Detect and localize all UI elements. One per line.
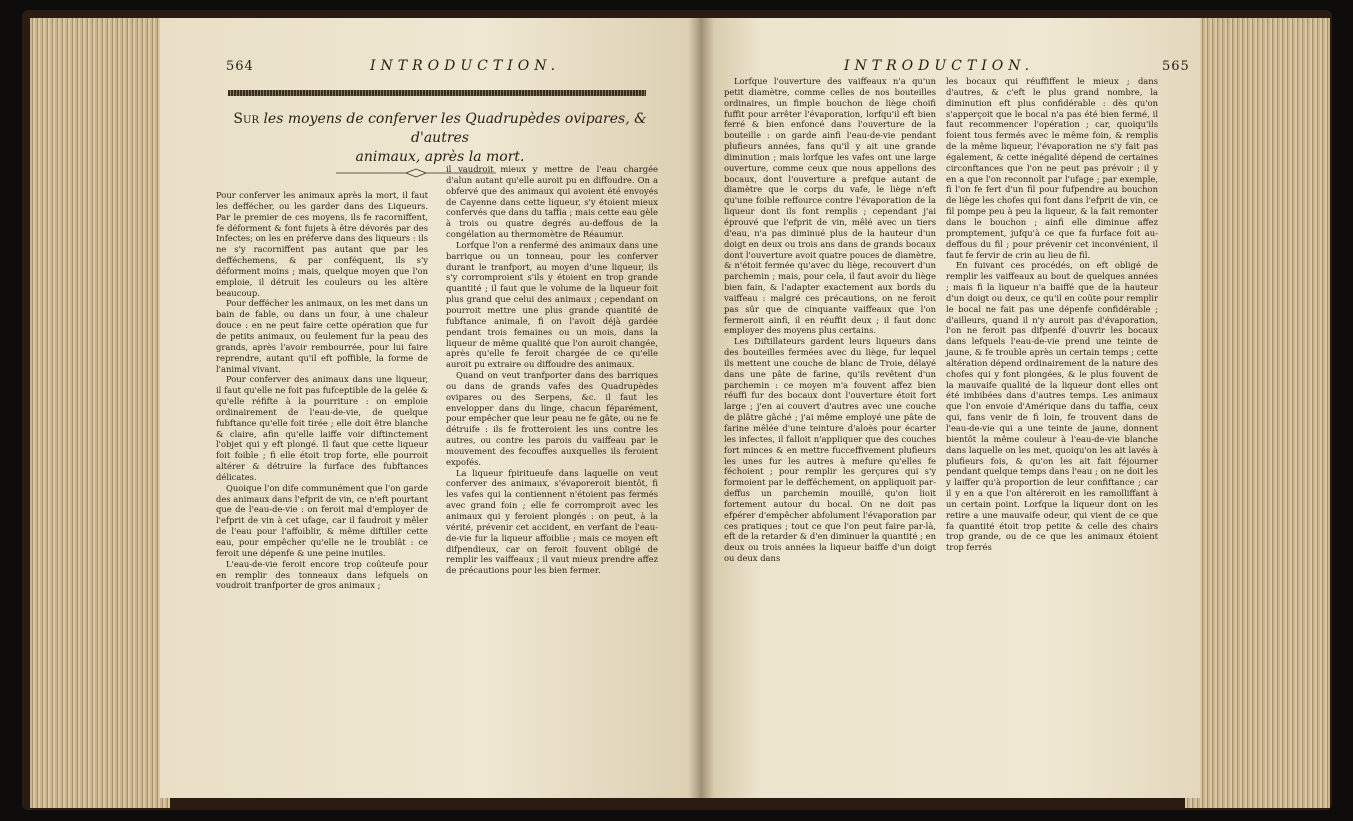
left-column-2: [446, 164, 658, 576]
left-column-1: [216, 190, 428, 591]
book-gutter: [688, 18, 714, 798]
paragraph: Pour conferver les animaux après la mort, il faut les deffécher, ou les garder dans des Liqueurs. Par le premier de ces moyens, ils fe racorniffent, fe déforment & font fujets à être dévorés par des Infectes; on les en préferve dans des liqueurs : ils ne s'y racorniffent pas autant que par les defféchemens, & par conféquent, ils s'y déforment moins ; mais, quelque moyen que l'on emploie, il détruit les couleurs ou les altère beaucoup.: [216, 190, 428, 298]
right-column-2: [946, 76, 1158, 553]
paragraph: les bocaux qui réuffiffent le mieux ; dans d'autres, & c'eft le plus grand nombre, la diminution eft plus confidérable : dès qu'on s'apperçoit que le bocal n'a pas été bien fermé, il faut recommencer l'opération ; car, quoiqu'ils foient tous fermés avec le même foin, & remplis de la même liqueur, l'évaporation ne s'y fait pas également, & cette inégalité dépend de certaines circonftances que l'on ne peut pas prévoir ; il y en a que l'on reconnoît par l'ufage ; par exemple, fi l'on fe fert d'un fil pour fufpendre au bouchon de liège les chofes qui font dans l'efprit de vin, ce fil pompe peu à peu la liqueur, & la fait remonter dans le bouchon ; ainfi elle diminue affez promptement, jufqu'à ce que fa furface foit au-deffous du fil ; pour prévenir cet inconvénient, il faut fe fervir de crin au lieu de fil.: [946, 76, 1158, 260]
paragraph: En fuivant ces procédés, on eft obligé de remplir les vaiffeaux au bout de quelques années ; mais fi la liqueur n'a baiffé que de la hauteur d'un doigt ou deux, ce qu'il en coûte pour remplir le bocal ne fait pas une dépenfe confidérable ; d'ailleurs, quand il n'y auroit pas d'évaporation, l'on ne feroit pas difpenfé d'ouvrir les bocaux dans lefquels l'eau-de-vie prend une teinte de jaune, & fe trouble après un certain temps ; cette altération dépend ordinairement de la nature des chofes qui y font plongées, & le plus fouvent de la mauvaife qualité de la liqueur dont elles ont été imbibées dans d'autres temps. Les animaux que l'on envoie d'Amérique dans du taffia, ceux qui, fans venir de fi loin, fe trouvent dans de l'eau-de-vie qui a une teinte de jaune, donnent bientôt la même couleur à l'eau-de-vie blanche dans laquelle on les met, quoiqu'on les ait lavés à plufieurs fois, & qu'on les ait fait féjourner pendant quelque temps dans l'eau ; on ne doit les y laiffer qu'à proportion de leur confiftance ; car il y en a que l'on altéreroit en les ramolliffant à un certain point. Lorfque la liqueur dont on les retire a une mauvaife odeur, qui vient de ce que fa quantité étoit trop petite & celle des chairs trop grande, ou de ce que les animaux étoient trop ferrés: [946, 260, 1158, 553]
left-running-title: INTRODUCTION.: [370, 58, 561, 74]
section-title-line2: animaux, après la mort.: [355, 149, 525, 165]
paragraph: Lorfque l'on a renfermé des animaux dans une barrique ou un tonneau, pour les conferver durant le tranfport, au moyen d'une liqueur, ils s'y corromproient s'ils y étoient en trop grande quantité ; il faut que le volume de la liqueur foit plus grand que celui des animaux ; cependant on pourroit mettre une plus grande quantité de fubftance animale, fi on l'avoit déjà gardée pendant trois femaines ou un mois, dans la liqueur de même qualité que l'on auroit changée, après qu'elle fe feroit chargée de ce qu'elle auroit pu extraire ou diffoudre des animaux.: [446, 239, 658, 370]
paragraph: Quoique l'on dife communément que l'on garde des animaux dans l'efprit de vin, ce n'eft pourtant que de l'eau-de-vie : on feroit mal d'employer de l'efprit de vin à cet ufage, car il faudroit y mêler de l'eau pour l'affoiblir, & même diftiller cette eau, pour empêcher qu'elle ne le troublât : ce feroit une dépenfe & une peine inutiles.: [216, 482, 428, 558]
right-page-number: 565: [1162, 59, 1190, 74]
section-title: [220, 110, 660, 167]
paragraph: Les Diftillateurs gardent leurs liqueurs dans des bouteilles fermées avec du liège, fur lequel ils mettent une couche de blanc de Troie, délayé dans une pâte de farine, qu'ils revêtent d'un parchemin : ce moyen m'a fouvent affez bien réuffi fur des bocaux dont l'ouverture étoit fort large ; j'en ai couvert d'autres avec une couche de plâtre gâché ; j'ai même employé une pâte de farine mêlée d'une teinture d'aloès pour écarter les infectes, il falloit n'appliquer que des couches fort minces & en mettre fucceffivement plufieurs les unes fur les autres à mefure qu'elles fe féchoient ; pour remplir les gerçures qui s'y formoient par le defféchement, on appliquoit par-deffus un parchemin mouillé, qu'on lioit fortement autour du bocal. On ne doit pas efpérer d'empêcher abfolument l'évaporation par ces pratiques ; tout ce que l'on peut faire par-là, eft de la retarder & d'en diminuer la quantité ; en deux ou trois années la liqueur baiffe d'un doigt ou deux dans: [724, 336, 936, 564]
paragraph: Pour deffécher les animaux, on les met dans un bain de fable, ou dans un four, à une chaleur douce : en ne peut faire cette opération que fur de petits animaux, ou feulement fur la peau des grands, après l'avoir rembourrée, pour lui faire reprendre, autant qu'il eft poffible, la forme de l'animal vivant.: [216, 298, 428, 374]
right-running-title: INTRODUCTION.: [844, 58, 1035, 74]
page-edges-left: [30, 18, 170, 808]
left-page-number: 564: [226, 59, 254, 74]
paragraph: Quand on veut tranfporter dans des barriques ou dans de grands vafes des Quadrupèdes ovipares ou des Serpens, &c. il faut les envelopper dans du linge, chacun féparément, pour empêcher que leur peau ne fe gâte, ou ne fe détruife : ils fe frotteroient les uns contre les autres, ou contre les parois du vaiffeau par le mouvement des fecouffes auxquelles ils feroient expofés.: [446, 370, 658, 467]
section-title-lead: Sur: [233, 111, 259, 127]
right-page: [700, 18, 1200, 798]
paragraph: il vaudroit mieux y mettre de l'eau chargée d'alun autant qu'elle auroit pu en diffoudre. On a obfervé que des animaux qui avoient été envoyés de Cayenne dans cette liqueur, s'y étoient mieux confervés que dans du taffia ; mais cette eau gèle à trois ou quatre degrés au-deffous de la congélation au thermomètre de Réaumur.: [446, 164, 658, 240]
page-edges-right: [1185, 18, 1330, 808]
right-column-1: [724, 76, 936, 564]
left-page: [160, 18, 700, 798]
paragraph: L'eau-de-vie feroit encore trop coûteufe pour en remplir des tonneaux dans lefquels on voudroit tranfporter de gros animaux ;: [216, 558, 428, 591]
section-title-line1: les moyens de conferver les Quadrupèdes ovipares, & d'autres: [263, 111, 647, 146]
paragraph: La liqueur fpiritueufe dans laquelle on veut conferver des animaux, s'évaporeroit bientôt, fi les vafes qui la contiennent n'étoient pas fermés avec grand foin ; elle fe corromproit avec les animaux qui y feroient plongés : on peut, à la vérité, prévenir cet accident, en verfant de l'eau-de-vie fur la liqueur affoiblie ; mais ce moyen eft difpendieux, car on feroit fouvent obligé de remplir les vaiffeaux ; il vaut mieux prendre affez de précautions pour les bien fermer.: [446, 467, 658, 576]
header-rule: [228, 90, 646, 96]
paragraph: Lorfque l'ouverture des vaiffeaux n'a qu'un petit diamètre, comme celles de nos bouteilles ordinaires, un fimple bouchon de liège choifi fuffit pour arrêter l'évaporation, lorfqu'il eft bien ferré & bien enfoncé dans l'ouverture de la bouteille : on garde ainfi l'eau-de-vie pendant plufieurs années, fans qu'il y ait une grande diminution ; mais lorfque les vafes ont une large ouverture, comme ceux que nous appellons des bocaux, dont l'ouverture a prefque autant de diamètre que le corps du vafe, le liège n'eft qu'une foible reffource contre l'évaporation de la liqueur dont ils font remplis ; cependant j'ai éprouvé que l'efprit de vin, mêlé avec un tiers d'eau, n'a pas diminué plus de la hauteur d'un doigt en deux ou trois ans dans de grands bocaux dont l'ouverture avoit quatre pouces de diamètre, & n'étoit fermée qu'avec du liège, recouvert d'un parchemin ; mais, pour cela, il faut avoir du liège bien fain, & l'adapter exactement aux bords du vaiffeau : malgré ces précautions, on ne feroit pas sûr que de cinquante vaiffeaux que l'on fermeroit ainfi, il en réuffit deux ; il faut donc employer des moyens plus certains.: [724, 76, 936, 336]
paragraph: Pour conferver des animaux dans une liqueur, il faut qu'elle ne foit pas fufceptible de la gelée & qu'elle réfifte à la pourriture : on emploie ordinairement de l'eau-de-vie, de quelque fubftance qu'elle foit tirée ; elle doit être blanche & claire, afin qu'elle laiffe voir diftinctement l'objet qui y eft plongé. Il faut que cette liqueur foit foible ; fi elle étoit trop forte, elle pourroit altérer & détruire la furface des fubftances délicates.: [216, 374, 428, 482]
